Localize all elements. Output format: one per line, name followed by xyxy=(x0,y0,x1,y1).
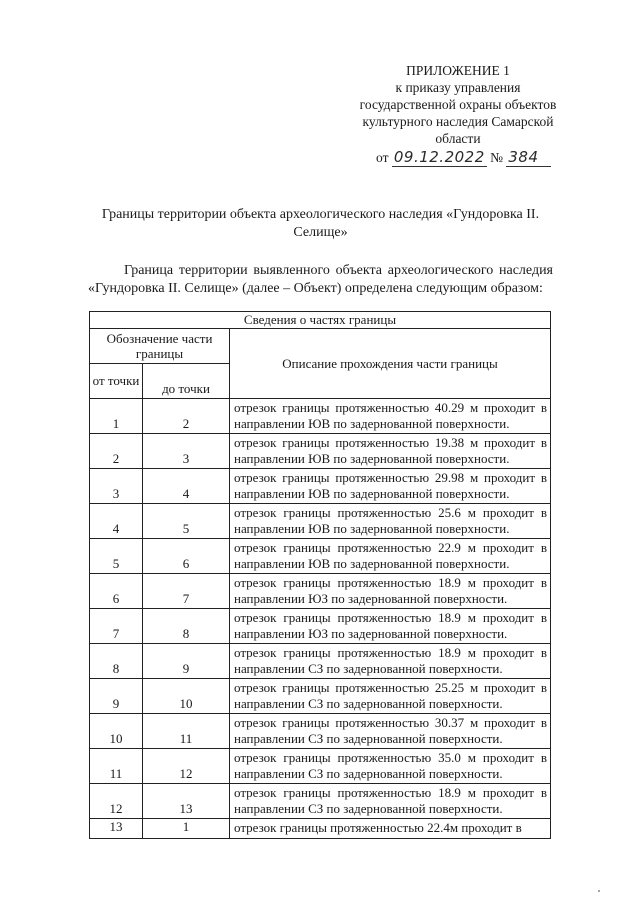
table-row xyxy=(90,679,551,714)
table-row xyxy=(90,784,551,819)
segment-description-cell: отрезок границы протяженностью 18.9 м проходит в направлении СЗ по задернованной поверхности. xyxy=(230,644,551,679)
to-point-cell: 12 xyxy=(143,749,230,784)
appendix-line-3: культурного наследия Самарской xyxy=(362,114,554,129)
to-point-cell: 4 xyxy=(143,469,230,504)
from-point-cell: 11 xyxy=(90,749,143,784)
segment-description-cell: отрезок границы протяженностью 35.0 м проходит в направлении СЗ по задернованной поверхности. xyxy=(230,749,551,784)
segment-description-cell: отрезок границы протяженностью 22.4м проходит в xyxy=(230,819,551,839)
segment-description-cell: отрезок границы протяженностью 18.9 м проходит в направлении СЗ по задернованной поверхности. xyxy=(230,784,551,819)
table-row xyxy=(90,539,551,574)
table-row xyxy=(90,504,551,539)
from-point-cell: 9 xyxy=(90,679,143,714)
header-description: Описание прохождения части границы xyxy=(230,329,551,399)
table-header-row xyxy=(90,329,551,364)
table-row xyxy=(90,819,551,839)
appendix-block xyxy=(348,62,568,166)
to-point-cell: 3 xyxy=(143,434,230,469)
from-point-cell: 13 xyxy=(90,819,143,839)
document-title: Границы территории объекта археологического наследия «Гундоровка II. Селище» xyxy=(101,207,540,240)
from-point-cell: 8 xyxy=(90,644,143,679)
header-from-point: от точки xyxy=(90,364,143,399)
table-row xyxy=(90,749,551,784)
table-row xyxy=(90,644,551,679)
to-point-cell: 10 xyxy=(143,679,230,714)
table-row xyxy=(90,609,551,644)
from-point-cell: 5 xyxy=(90,539,143,574)
table-body xyxy=(90,399,551,839)
to-point-cell: 5 xyxy=(143,504,230,539)
header-to-point: до точки xyxy=(143,364,230,399)
table-row xyxy=(90,714,551,749)
handwritten-number: 384 xyxy=(506,148,550,167)
appendix-line-2: государственной охраны объектов xyxy=(359,97,557,112)
appendix-title: ПРИЛОЖЕНИЕ 1 xyxy=(406,63,510,78)
table-caption: Сведения о частях границы xyxy=(90,312,551,329)
table-caption-row xyxy=(90,312,551,329)
segment-description-cell: отрезок границы протяженностью 25.6 м проходит в направлении ЮВ по задернованной поверхности. xyxy=(230,504,551,539)
segment-description-cell: отрезок границы протяженностью 22.9 м проходит в направлении ЮВ по задернованной поверхности. xyxy=(230,539,551,574)
handwritten-date: 09.12.2022 xyxy=(393,148,485,166)
boundary-parts-table xyxy=(89,311,551,839)
order-date-line xyxy=(348,149,568,166)
from-point-cell: 6 xyxy=(90,574,143,609)
appendix-line-1: к приказу управления xyxy=(395,80,521,95)
appendix-line-4: области xyxy=(435,131,481,146)
to-point-cell: 2 xyxy=(143,399,230,434)
table-row xyxy=(90,399,551,434)
number-prefix: № xyxy=(490,150,504,165)
to-point-cell: 1 xyxy=(143,819,230,839)
table-row xyxy=(90,574,551,609)
segment-description-cell: отрезок границы протяженностью 25.25 м проходит в направлении СЗ по задернованной поверхности. xyxy=(230,679,551,714)
to-point-cell: 13 xyxy=(143,784,230,819)
table-row xyxy=(90,434,551,469)
date-prefix: от xyxy=(376,150,389,165)
to-point-cell: 9 xyxy=(143,644,230,679)
intro-paragraph: Граница территории выявленного объекта археологического наследия «Гундоровка II. Селище» (далее – Объект) определена следующим образом: xyxy=(88,263,553,296)
segment-description-cell: отрезок границы протяженностью 19.38 м проходит в направлении ЮВ по задернованной поверхности. xyxy=(230,434,551,469)
segment-description-cell: отрезок границы протяженностью 29.98 м проходит в направлении ЮВ по задернованной поверхности. xyxy=(230,469,551,504)
to-point-cell: 7 xyxy=(143,574,230,609)
from-point-cell: 10 xyxy=(90,714,143,749)
segment-description-cell: отрезок границы протяженностью 30.37 м проходит в направлении СЗ по задернованной поверхности. xyxy=(230,714,551,749)
from-point-cell: 2 xyxy=(90,434,143,469)
from-point-cell: 3 xyxy=(90,469,143,504)
to-point-cell: 8 xyxy=(143,609,230,644)
to-point-cell: 11 xyxy=(143,714,230,749)
from-point-cell: 1 xyxy=(90,399,143,434)
header-part-designation: Обозначение части границы xyxy=(90,329,230,364)
from-point-cell: 4 xyxy=(90,504,143,539)
segment-description-cell: отрезок границы протяженностью 18.9 м проходит в направлении ЮЗ по задернованной поверхности. xyxy=(230,609,551,644)
to-point-cell: 6 xyxy=(143,539,230,574)
from-point-cell: 7 xyxy=(90,609,143,644)
scan-speck xyxy=(598,890,600,892)
segment-description-cell: отрезок границы протяженностью 40.29 м проходит в направлении ЮВ по задернованной поверхности. xyxy=(230,399,551,434)
segment-description-cell: отрезок границы протяженностью 18.9 м проходит в направлении ЮЗ по задернованной поверхности. xyxy=(230,574,551,609)
table-row xyxy=(90,469,551,504)
from-point-cell: 12 xyxy=(90,784,143,819)
